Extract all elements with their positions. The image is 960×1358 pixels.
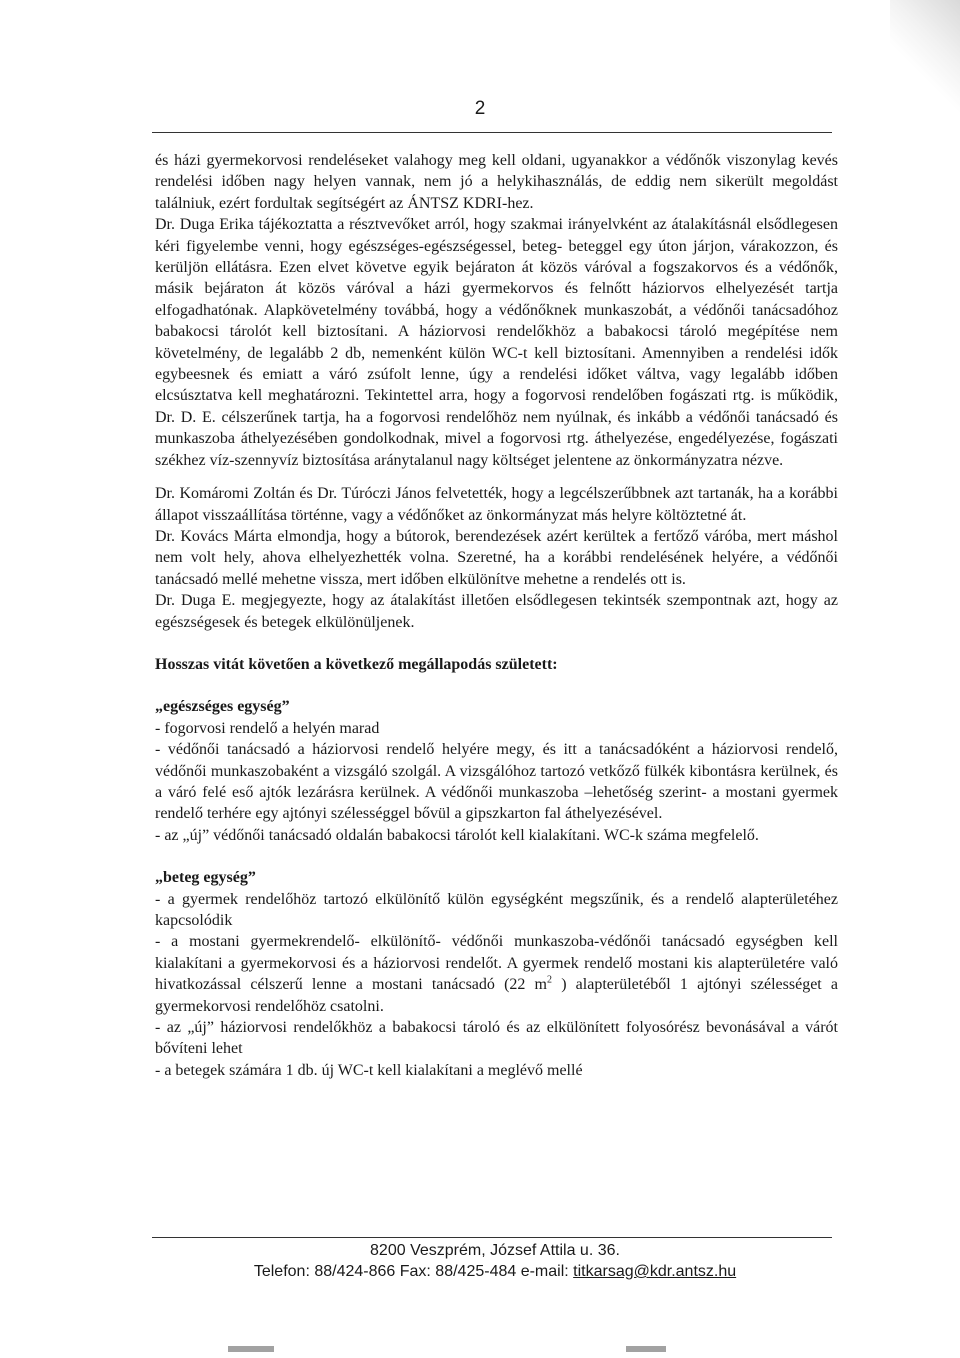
sick-unit-item: [155, 931, 838, 1017]
area-superscript: 2: [547, 974, 553, 986]
sick-unit-item: - a betegek számára 1 db. új WC-t kell kialakítani a meglévő mellé: [155, 1061, 583, 1079]
footer-rule: [152, 1237, 832, 1238]
header-rule: [152, 132, 832, 133]
healthy-unit-item: - védőnői tanácsadó a háziorvosi rendelő helyére megy, és itt a tanácsadóként a háziorvosi rendelő, védőnői munkaszobaként a vizsgáló szolgál. A vizsgálóhoz tartozó vetkőző fülkék kibontásra kerülnek, és a váró felé eső ajtók lezárásra kerülnek. A védőnői munkaszoba –lehetőség szerint- a mostani gyermek rendelő terhére egy ajtónyi szélességgel bővül a gipszkarton fal áthelyezésével.: [155, 741, 838, 823]
footer-email-link[interactable]: titkarsag@kdr.antsz.hu: [573, 1263, 737, 1280]
document-body: [155, 150, 838, 1081]
page-number: 2: [474, 98, 486, 119]
footer-contact-text: Telefon: 88/424-866 Fax: 88/425-484 e-mail:: [253, 1263, 574, 1280]
footer: [0, 1240, 960, 1282]
paragraph-komaromi: Dr. Komáromi Zoltán és Dr. Túróczi János felvetették, hogy a legcélszerűbbnek azt tartanák, ha a korábbi állapot visszaállítása történne, vagy a védőnőket az önkormányzat más helyre költöztetné át.: [155, 485, 838, 524]
paragraph-kovacs: Dr. Kovács Márta elmondja, hogy a bútorok, berendezések azért kerültek a fertőző váróba, mert máshol nem volt hely, ahova elhelyezhették volna. Szeretné, ha a korábbi rendelésének helyére, a védőnői tanácsadó mellé mehetne vissza, mert időben elkülönítve mehetne a rendelés ott is.: [155, 527, 838, 588]
sick-unit-item-text-cont: ) alapterületéből 1 ajtónyi szélességet a gyermekorvosi rendelőhöz csatolni.: [155, 976, 839, 1015]
sick-unit-item-text: - a mostani gyermekrendelő- elkülönítő- védőnői munkaszoba-védőnői tanácsadó egységben kell kialakítani a gyermekorvosi és a háziorvosi rendelőt. A gyermek rendelő mostani kis alapterületére való hivatkozással célszerű lenne a mostani tanácsadó (22 m: [155, 933, 838, 994]
agreement-heading: Hosszas vitát követően a következő megállapodás született:: [155, 655, 558, 673]
paragraph-intro: és házi gyermekorvosi rendeléseket valahogy meg kell oldani, ugyanakkor a védőnők viszonylag kevés rendelési időben nagy helyen vannak, nem jó a helykihasználás, de eddig nem sikerült megoldást találniuk, ezért fordultak segítségért az ÁNTSZ KDRI-hez.: [155, 152, 838, 212]
scan-artifact: [626, 1346, 666, 1352]
sick-unit-title: „beteg egység”: [155, 869, 256, 887]
paragraph-duga: Dr. Duga Erika tájékoztatta a résztvevőket arról, hogy szakmai irányelvként az átalakításnál elsődlegesen kéri figyelembe venni, hogy egészséges-egészségessel, beteg- beteggel egy úton járjon, várakozzon, és kerüljön ellátásra. Ezen elvet követve egyik bejáraton át közös váróval a fogszakorvos és a védőnők, másik bejáraton át közös váróval a házi gyermekorvos és felnőtt háziorvos elhelyezését tartja elfogadhatónak. Alapkövetelmény továbbá, hogy a védőnőknek munkaszobát, a védőnői tanácsadóhoz babakocsi tárolót kell biztosítani. A háziorvosi rendelőkhöz a babakocsi tároló megépítése nem követelmény, de legalább 2 db, nemenként külön WC-t kell biztosítani. Amennyiben a rendelési idők egybeesnek és emiatt a váró zsúfolt lenne, úgy a rendelési időket váltva, vagy legalább időben elcsúsztatva kell meghatározni. Tekintettel arra, hogy a fogorvosi rendelőben fogászati rtg. is működik, Dr. D. E. célszerűnek tartja, ha a fogorvosi rendelőhöz nem nyúlnak, és inkább a védőnői tanácsadó és munkaszoba áthelyezésében gondolkodnak, mivel a fogorvosi rtg. áthelyezése, engedélyezése, fogászati székhez víz-szennyvíz biztosítása aránytalanul nagy költséget jelentene az önkormányzatra nézve.: [155, 216, 838, 469]
healthy-unit-item: - fogorvosi rendelő a helyén marad: [155, 719, 380, 737]
scan-artifact: [228, 1346, 274, 1352]
sick-unit-item: - a gyermek rendelőhöz tartozó elkülönítő külön egységként megszűnik, és a rendelő alapterületéhez kapcsolódik: [155, 890, 838, 929]
healthy-unit-title: „egészséges egység”: [155, 698, 290, 716]
paragraph-duga-remark: Dr. Duga E. megjegyezte, hogy az átalakítást illetően elsődlegesen tekintsék szempontnak azt, hogy az egészségesek és betegek elkülönüljenek.: [155, 592, 838, 631]
footer-address: 8200 Veszprém, József Attila u. 36.: [370, 1242, 620, 1259]
footer-contact: [0, 1261, 960, 1282]
healthy-unit-item: - az „új” védőnői tanácsadó oldalán babakocsi tárolót kell kialakítani. WC-k száma megfelelő.: [155, 826, 759, 844]
sick-unit-item: - az „új” háziorvosi rendelőkhöz a babakocsi tároló és az elkülönített folyosórész bevonásával a várót bővíteni lehet: [155, 1019, 838, 1058]
